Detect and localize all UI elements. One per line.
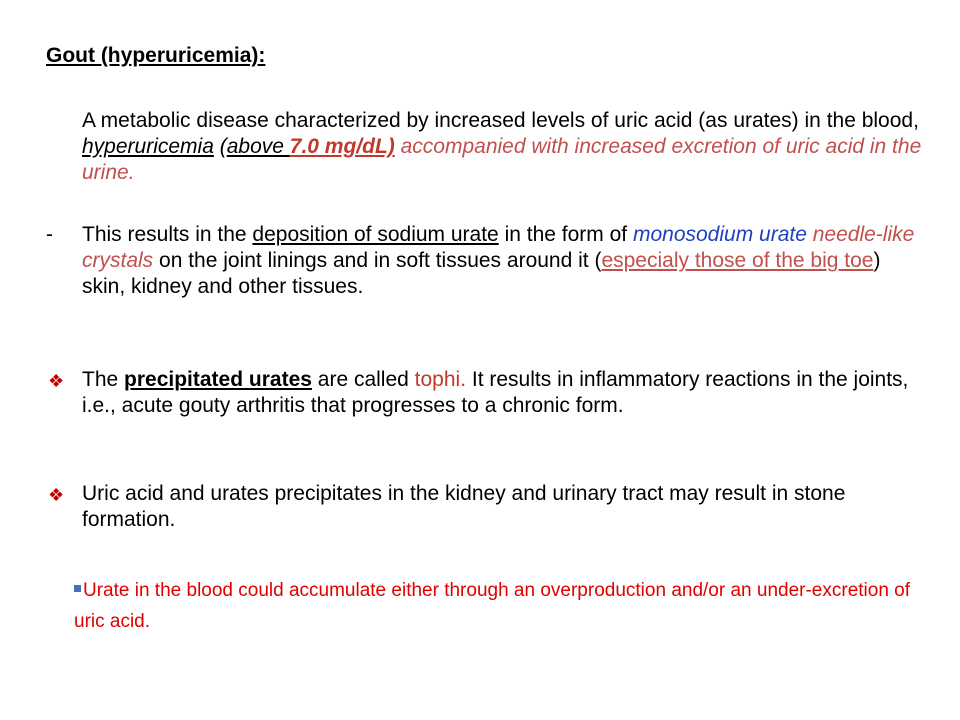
threshold-value: 7.0 mg/dL) (289, 135, 395, 158)
slide-title: Gout (hyperuricemia): (46, 44, 266, 67)
text: Uric acid and urates precipitates in the kidney and urinary tract may result in stone formation. (82, 482, 846, 531)
note-accumulation (74, 575, 914, 637)
note-text: Urate in the blood could accumulate either through an overproduction and/or an under-excretion of uric acid. (74, 580, 911, 632)
text: ( (213, 135, 227, 158)
paragraph-stones (48, 481, 922, 533)
term-needle-crystals: needle-like crystals (82, 223, 915, 272)
diamond-bullet-icon: ❖ (48, 371, 65, 391)
term-monosodium-urate: monosodium urate (632, 223, 807, 246)
square-bullet-icon (74, 585, 81, 592)
paragraph-tophi (48, 367, 922, 419)
term-precipitated-urates: precipitated urates (124, 368, 312, 391)
text: The (82, 368, 125, 391)
term-hyperuricemia: hyperuricemia (82, 135, 214, 158)
text: are called (311, 368, 415, 391)
paragraph-definition (82, 108, 922, 186)
term-deposition: deposition of sodium urate (252, 223, 499, 246)
text: This results in the (82, 223, 253, 246)
text: on the joint linings and in soft tissues around it ( (153, 249, 602, 272)
text-above: above (226, 135, 290, 158)
text: A metabolic disease characterized by increased levels of uric acid (as urates) in the blood, (82, 109, 919, 132)
text-excretion: accompanied with increased excretion of uric acid in the urine. (82, 135, 922, 184)
paragraph-deposition (46, 222, 922, 300)
diamond-bullet-icon: ❖ (48, 485, 65, 505)
term-tophi: tophi. (414, 368, 467, 391)
text: It results in inflammatory reactions in the joints, i.e., acute gouty arthritis that progresses to a chronic form. (82, 368, 909, 417)
term-big-toe: especialy those of the big toe (601, 249, 874, 272)
dash-bullet: - (46, 223, 53, 246)
text: in the form of (498, 223, 633, 246)
text: ) skin, kidney and other tissues. (82, 249, 881, 298)
